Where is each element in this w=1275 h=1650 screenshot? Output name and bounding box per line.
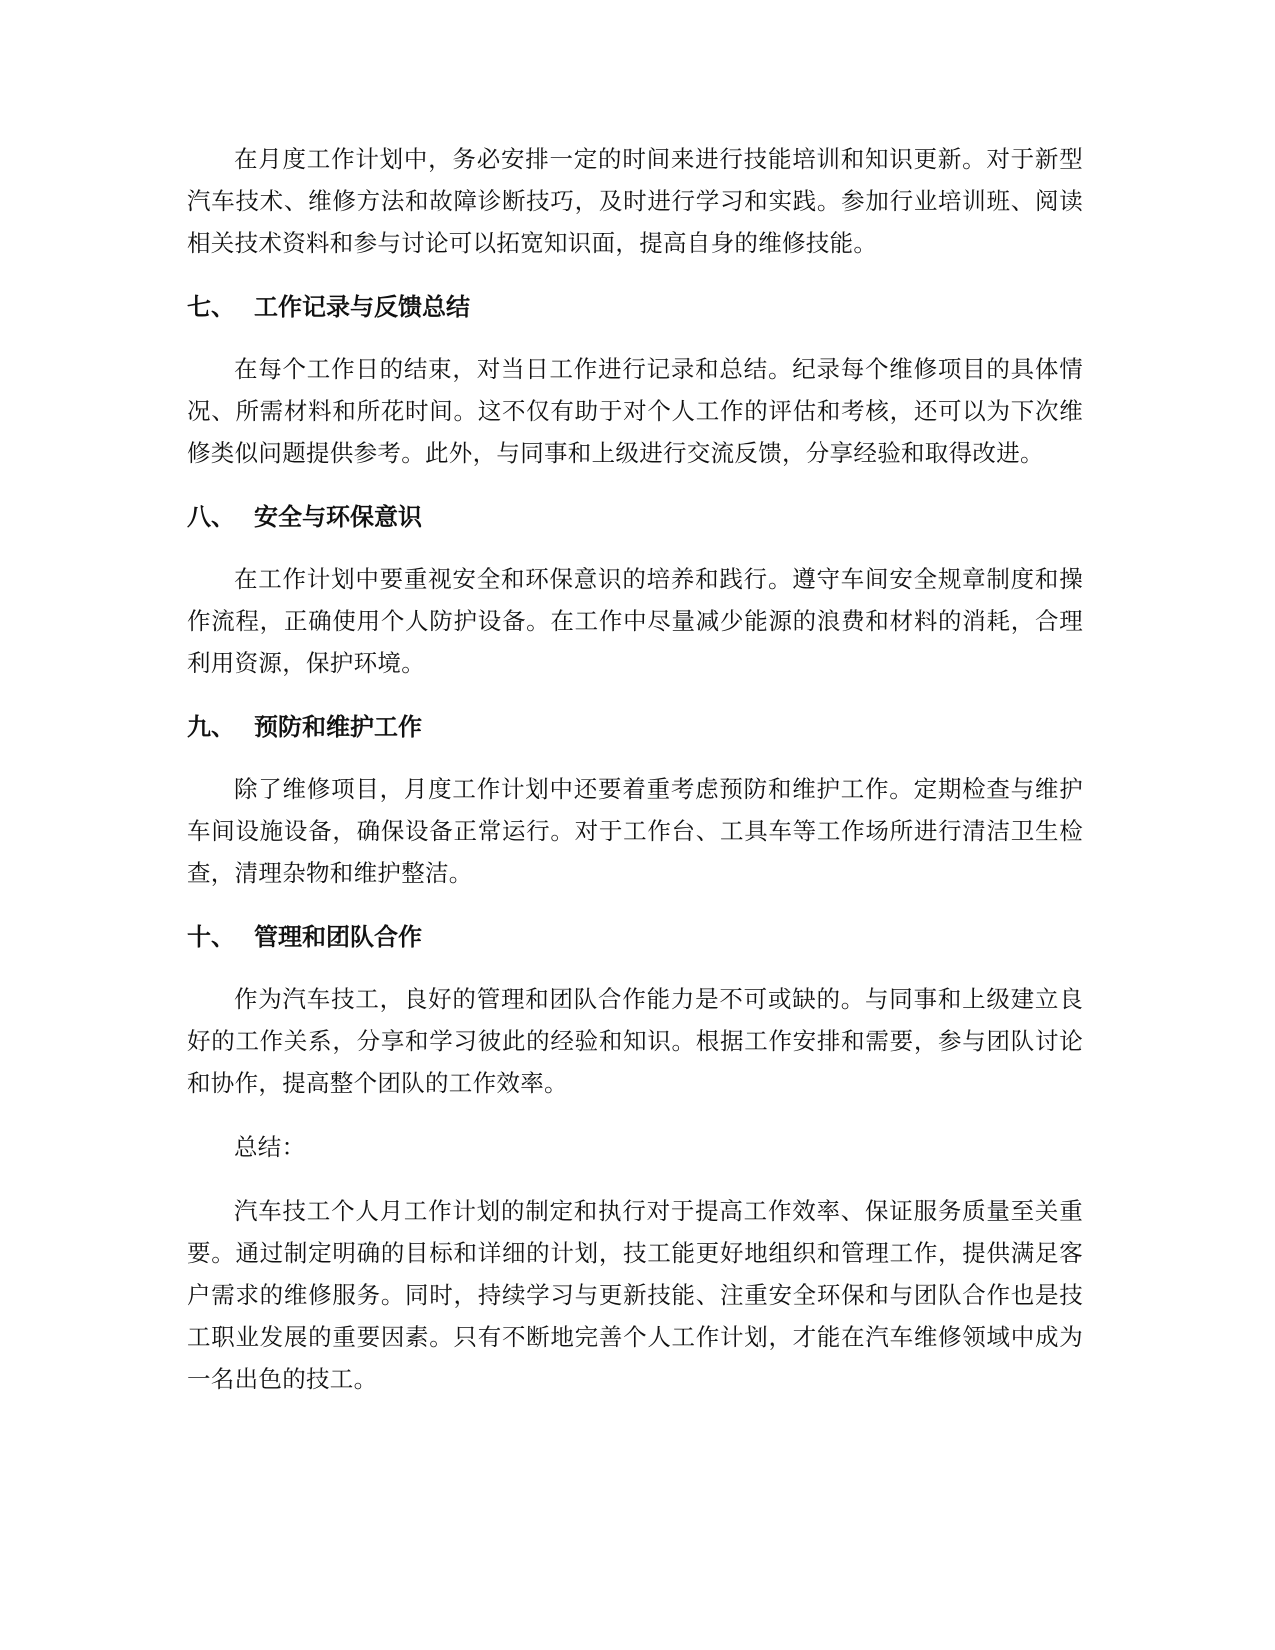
section-heading-10 [187, 916, 1083, 958]
summary-paragraph: 汽车技工个人月工作计划的制定和执行对于提高工作效率、保证服务质量至关重要。通过制定明确的目标和详细的计划，技工能更好地组织和管理工作，提供满足客户需求的维修服务。同时，持续学习与更新技能、注重安全环保和与团队合作也是技工职业发展的重要因素。只有不断地完善个人工作计划，才能在汽车维修领域中成为一名出色的技工。 [187, 1197, 1083, 1393]
section-title: 工作记录与反馈总结 [254, 293, 470, 321]
section-paragraph-8: 在工作计划中要重视安全和环保意识的培养和践行。遵守车间安全规章制度和操作流程，正确使用个人防护设备。在工作中尽量减少能源的浪费和材料的消耗，合理利用资源，保护环境。 [187, 565, 1083, 677]
section-number: 七、 [187, 293, 235, 321]
section-number: 八、 [187, 503, 235, 531]
summary-label: 总结： [234, 1133, 306, 1161]
section-number: 十、 [187, 923, 235, 951]
section-title: 安全与环保意识 [254, 503, 422, 531]
section-paragraph-9: 除了维修项目，月度工作计划中还要着重考虑预防和维护工作。定期检查与维护车间设施设备，确保设备正常运行。对于工作台、工具车等工作场所进行清洁卫生检查，清理杂物和维护整洁。 [187, 775, 1083, 887]
section-heading-9 [187, 706, 1083, 748]
section-heading-8 [187, 496, 1083, 538]
section-paragraph-7: 在每个工作日的结束，对当日工作进行记录和总结。纪录每个维修项目的具体情况、所需材料和所花时间。这不仅有助于对个人工作的评估和考核，还可以为下次维修类似问题提供参考。此外，与同事和上级进行交流反馈，分享经验和取得改进。 [187, 355, 1083, 467]
section-title: 管理和团队合作 [254, 923, 422, 951]
section-number: 九、 [187, 713, 235, 741]
intro-paragraph: 在月度工作计划中，务必安排一定的时间来进行技能培训和知识更新。对于新型汽车技术、维修方法和故障诊断技巧，及时进行学习和实践。参加行业培训班、阅读相关技术资料和参与讨论可以拓宽知识面，提高自身的维修技能。 [187, 145, 1083, 257]
section-title: 预防和维护工作 [254, 713, 422, 741]
section-paragraph-10: 作为汽车技工，良好的管理和团队合作能力是不可或缺的。与同事和上级建立良好的工作关系，分享和学习彼此的经验和知识。根据工作安排和需要，参与团队讨论和协作，提高整个团队的工作效率。 [187, 985, 1083, 1097]
section-heading-7 [187, 286, 1083, 328]
